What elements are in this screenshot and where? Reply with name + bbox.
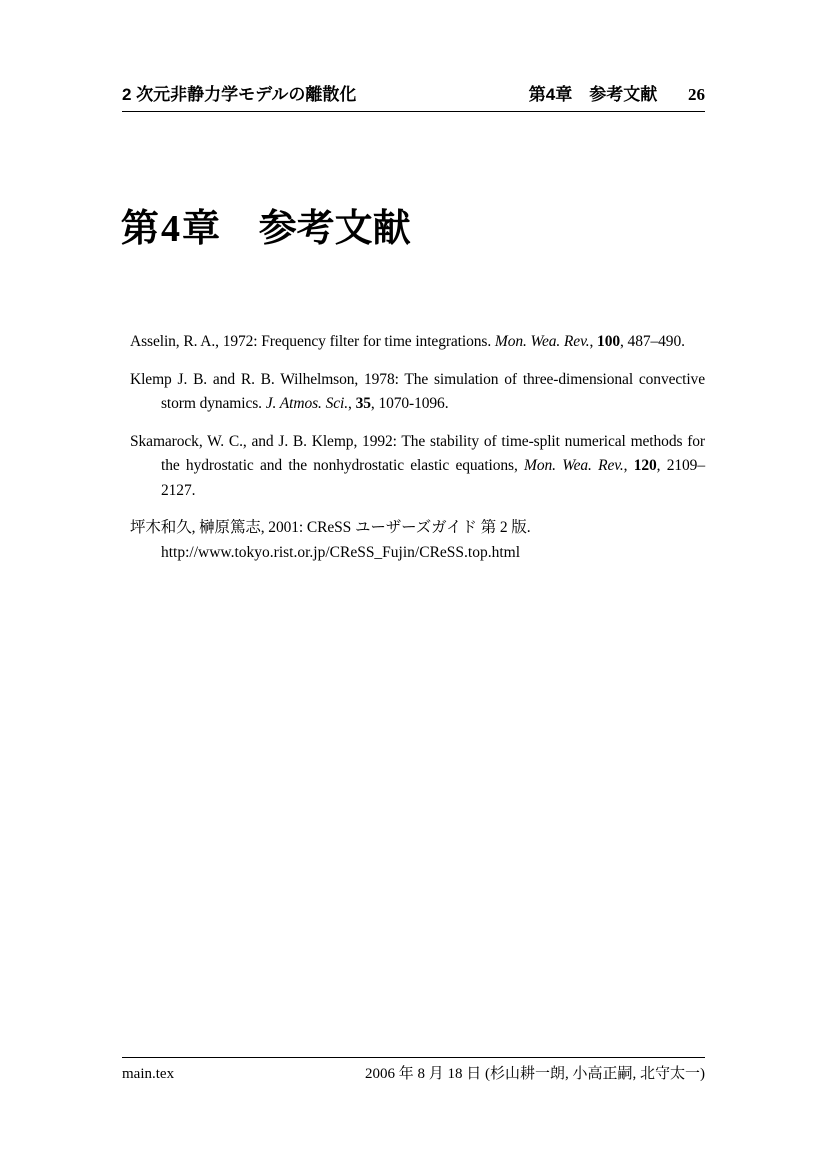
chapter-label-pre: 第 [121, 208, 160, 250]
chapter-title: 参考文献 [258, 208, 411, 250]
journal-name: J. Atmos. Sci. [265, 395, 349, 412]
page-number: 26 [688, 85, 705, 104]
footer-row [122, 1065, 705, 1084]
chapter-label-post: 章 [182, 208, 221, 250]
reference-item [130, 516, 705, 565]
reference-item [130, 330, 705, 355]
reference-item [130, 430, 705, 504]
header-rule [122, 111, 705, 112]
footer-date-authors: 2006 年 8 月 18 日 (杉山耕一朗, 小高正嗣, 北守太一) [365, 1066, 705, 1082]
page-footer [122, 1057, 705, 1084]
running-head [122, 84, 705, 106]
footer-rule [122, 1057, 705, 1058]
reference-text: , [623, 457, 634, 474]
reference-text: Asselin, R. A., 1972: Frequency filter for time integrations. [130, 333, 495, 350]
reference-text: , 1070-1096. [370, 395, 449, 412]
volume-number: 35 [355, 395, 371, 412]
reference-item [130, 368, 705, 417]
footer-filename: main.tex [122, 1066, 175, 1082]
reference-text: , 2109–2127. [161, 457, 705, 499]
volume-number: 100 [597, 333, 620, 350]
journal-name: Mon. Wea. Rev. [524, 457, 624, 474]
chapter-heading [121, 205, 411, 254]
reference-text: Klemp J. B. and R. B. Wilhelmson, 1978: The simulation of three-dimensional convective storm dynamics. [130, 370, 705, 412]
page-header [122, 84, 705, 112]
journal-name: Mon. Wea. Rev. [494, 333, 590, 350]
chapter-number: 4 [161, 208, 181, 250]
reference-text: Skamarock, W. C., and J. B. Klemp, 1992: The stability of time-split numerical methods for the hydrostatic and the nonhydrostatic elastic equations, [130, 432, 705, 474]
reference-text: , [348, 395, 356, 412]
volume-number: 120 [633, 457, 657, 474]
reference-text: , 487–490. [620, 333, 685, 350]
chapter-label [121, 208, 220, 250]
references-list [130, 330, 705, 578]
running-head-chapter: 第4章 参考文献 [528, 85, 658, 104]
reference-url: http://www.tokyo.rist.or.jp/CReSS_Fujin/CReSS.top.html [161, 543, 520, 561]
reference-text: 坪木和久, 榊原篤志, 2001: CReSS ユーザーズガイド 第 2 版. [130, 519, 531, 536]
running-head-left: 2 次元非静力学モデルの離散化 [122, 85, 357, 104]
running-head-right [529, 84, 705, 106]
reference-text: , [589, 333, 598, 350]
